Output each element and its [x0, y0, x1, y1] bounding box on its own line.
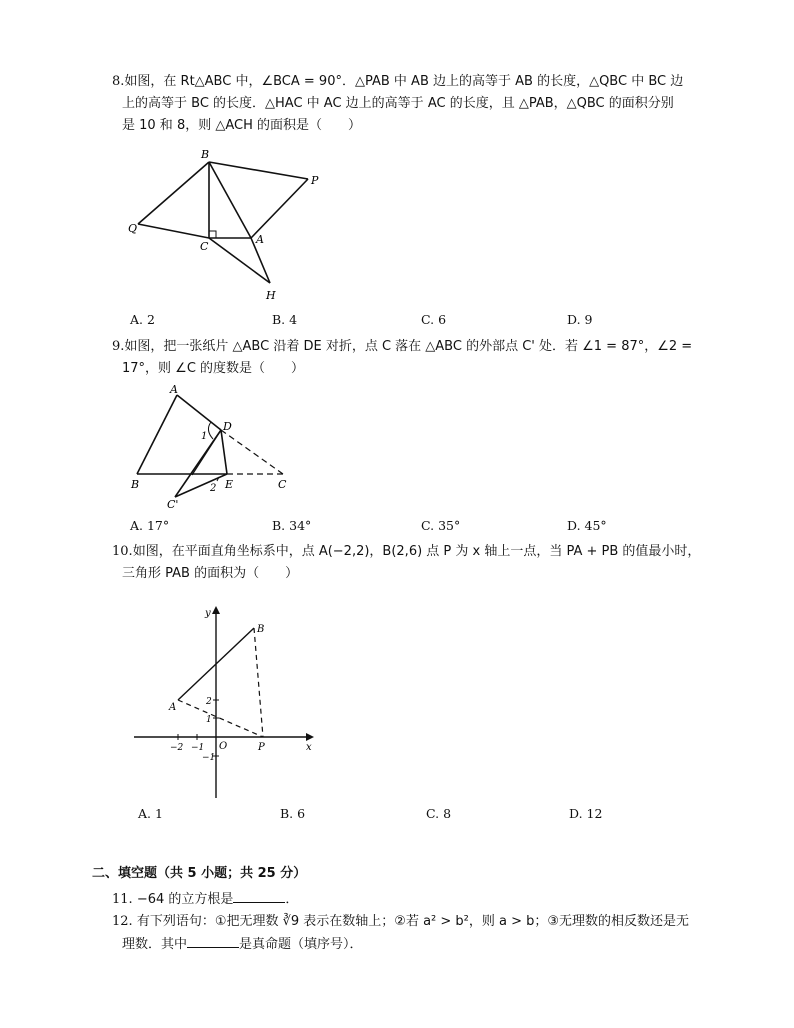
q9-seg-AD	[177, 395, 221, 430]
q9-label-1: 1	[201, 431, 208, 442]
q8-label-Q: Q	[128, 222, 138, 235]
q9-option-d[interactable]: D. 45°	[567, 518, 607, 533]
q9-seg-DC-dashed	[221, 430, 283, 474]
q10-option-a[interactable]: A. 1	[138, 806, 163, 821]
q8-text-1: 如图，在 Rt△ABC 中，∠BCA = 90°．△PAB 中 AB 边上的高等于 AB 的长度，△QBC 中 BC 边	[124, 74, 684, 89]
q8-label-C: C	[200, 240, 209, 253]
q8-seg-QC	[138, 224, 209, 238]
q12-line2	[112, 933, 712, 956]
q9-label-2: 2	[210, 483, 217, 494]
q11-number: 11.	[112, 892, 133, 907]
q10-line2: 三角形 PAB 的面积为（ ）	[122, 566, 299, 581]
q12-answer-blank[interactable]	[187, 933, 239, 948]
q8-label-H: H	[266, 289, 276, 302]
q10-label-O: O	[219, 741, 228, 752]
q10-x-arrow	[306, 733, 314, 741]
q10-option-b[interactable]: B. 6	[280, 806, 306, 821]
q10-option-c[interactable]: C. 8	[426, 806, 452, 821]
question-8	[112, 71, 712, 137]
q8-seg-BP	[209, 162, 308, 179]
q8-option-b[interactable]: B. 4	[272, 312, 298, 327]
section-2-title: 二、填空题（共 5 小题；共 25 分）	[92, 866, 307, 881]
question-12	[112, 911, 712, 956]
q8-option-d[interactable]: D. 9	[567, 312, 593, 327]
question-11	[112, 888, 712, 911]
q8-number: 8.	[112, 74, 125, 89]
q8-label-A: A	[256, 233, 264, 246]
q9-label-E: E	[225, 478, 234, 491]
q10-y-arrow	[212, 606, 220, 614]
q9-option-a[interactable]: A. 17°	[130, 518, 170, 533]
q9-seg-AB	[137, 395, 177, 474]
q12-number: 12.	[112, 914, 133, 929]
q8-line2: 上的高等于 BC 的长度．△HAC 中 AC 边上的高等于 AC 的长度，且 △PAB，△QBC 的面积分别	[122, 96, 674, 111]
q8-label-B: B	[201, 148, 210, 161]
q9-line1	[112, 336, 712, 358]
q8-figure	[120, 145, 340, 309]
q8-option-c[interactable]: C. 6	[421, 312, 447, 327]
q10-label-tick-1: 1	[206, 715, 212, 725]
q12-text-2-after: 是真命题（填序号）．	[239, 937, 363, 952]
q10-label-P: P	[258, 742, 265, 753]
q9-label-D: D	[223, 420, 232, 433]
q8-seg-BA	[209, 162, 251, 238]
q9-angle-1-arc	[208, 422, 213, 439]
q11-answer-blank[interactable]	[233, 888, 285, 903]
q8-seg-QB	[138, 162, 209, 224]
q8-label-P: P	[311, 174, 319, 187]
q9-line2: 17°，则 ∠C 的度数是（ ）	[122, 361, 305, 376]
q8-line1	[112, 71, 712, 93]
q10-label-y: y	[205, 608, 211, 619]
q9-option-c[interactable]: C. 35°	[421, 518, 461, 533]
q12-text-1: 有下列语句：①把无理数 ∛9 表示在数轴上；②若 a² > b²，则 a > b；③无理数的相反数还是无	[136, 914, 690, 929]
q10-label-A: A	[169, 702, 177, 713]
q11-line1	[112, 888, 712, 911]
q9-seg-DE	[221, 430, 227, 474]
question-9	[112, 336, 712, 380]
q10-label-B: B	[257, 624, 265, 635]
q10-seg-AP	[178, 700, 263, 737]
q9-label-Cprime: C'	[167, 498, 179, 511]
q12-text-2-before: 理数．其中	[122, 937, 188, 952]
q12-line1	[112, 911, 712, 933]
q10-line1	[112, 541, 712, 563]
q10-number: 10.	[112, 544, 133, 559]
q9-option-b[interactable]: B. 34°	[272, 518, 312, 533]
q11-text-before: −64 的立方根是	[136, 892, 234, 907]
q9-number: 9.	[112, 339, 125, 354]
q9-figure	[125, 384, 305, 516]
q10-text-1: 如图，在平面直角坐标系中，点 A(−2,2)，B(2,6) 点 P 为 x 轴上一点，当 PA + PB 的值最小时，	[132, 544, 701, 559]
q8-right-angle	[209, 231, 216, 238]
q10-label-tick-m1: −1	[202, 753, 216, 763]
q10-figure	[130, 600, 320, 809]
q10-seg-BP	[254, 628, 263, 737]
q9-label-B: B	[131, 478, 140, 491]
q9-label-C: C	[278, 478, 287, 491]
q9-text-1: 如图，把一张纸片 △ABC 沿着 DE 对折，点 C 落在 △ABC 的外部点 C' 处．若 ∠1 = 87°，∠2 =	[124, 339, 693, 354]
q10-label-tick-xm1: −1	[191, 743, 205, 753]
q11-text-after: ．	[285, 892, 299, 907]
q10-label-tick-2: 2	[206, 697, 212, 707]
question-10	[112, 541, 712, 585]
q8-seg-PA	[251, 179, 308, 238]
q8-option-a[interactable]: A. 2	[130, 312, 155, 327]
q9-label-A: A	[170, 384, 178, 396]
q10-label-tick-xm2: −2	[170, 743, 184, 753]
q10-label-x: x	[306, 742, 312, 753]
q10-option-d[interactable]: D. 12	[569, 806, 603, 821]
q8-line3: 是 10 和 8，则 △ACH 的面积是（ ）	[122, 118, 361, 133]
